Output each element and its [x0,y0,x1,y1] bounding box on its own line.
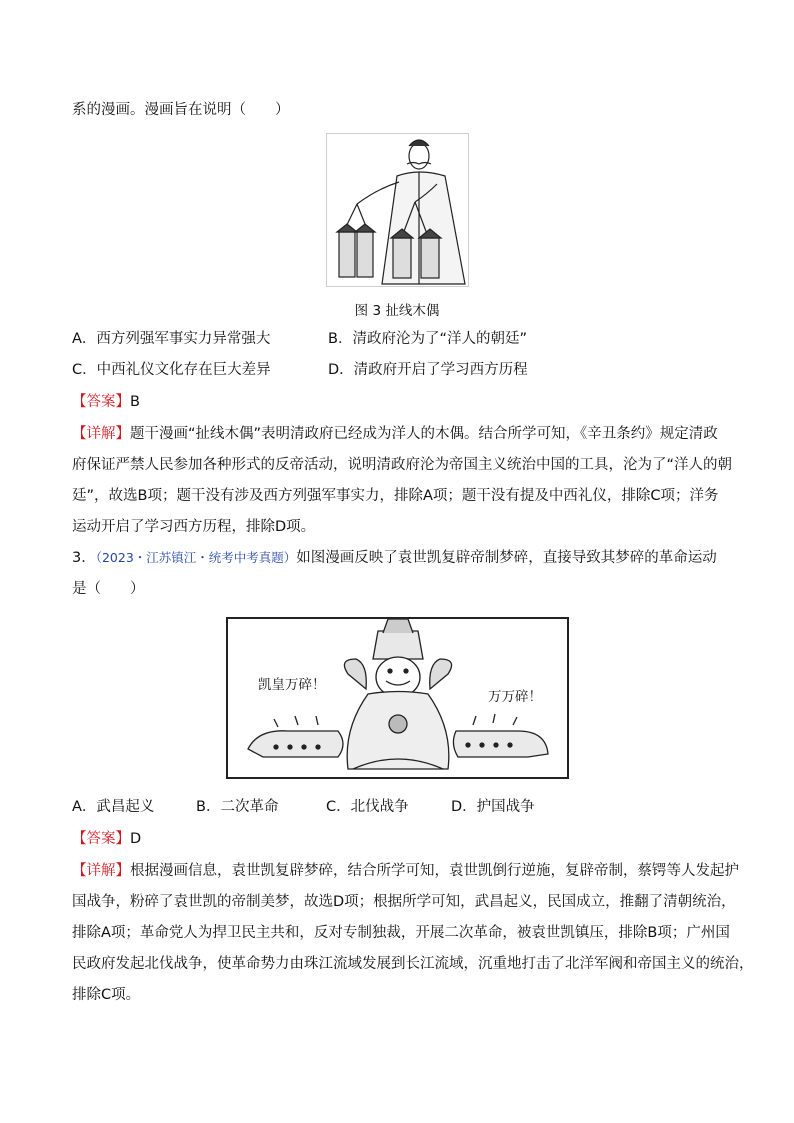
option-b: B．二次革命 [196,799,279,815]
question-number: 3． [72,550,96,566]
speech-bubble-left: 凯皇万碎！ [258,677,326,693]
explanation-line: 排除C项。 [72,987,141,1003]
answer-line [72,392,140,412]
answer-label: 【答案】 [72,831,130,847]
answer-label: 【答案】 [72,394,130,410]
question-3-stem [72,548,717,568]
explanation-label: 【详解】 [72,426,130,442]
answer-line [72,829,141,849]
option-b: B．清政府沦为了“洋人的朝廷” [328,331,527,347]
option-c: C．北伐战争 [326,799,409,815]
question-text: 如图漫画反映了袁世凯复辟帝制梦碎，直接导致其梦碎的革命运动 [296,550,717,566]
explanation-line: 廷”，故选B项；题干没有涉及西方列强军事实力，排除A项；题干没有提及中西礼仪，排除C项；洋务 [72,488,719,504]
speech-bubble-right: 万万碎！ [488,689,542,705]
explanation-line: 运动开启了学习西方历程，排除D项。 [72,519,316,535]
explanation-label: 【详解】 [72,863,130,879]
yuan-shikai-cartoon-image [226,617,569,779]
option-c: C．中西礼仪文化存在巨大差异 [72,362,271,378]
explanation-text: 根据漫画信息，袁世凯复辟梦碎，结合所学可知，袁世凯倒行逆施，复辟帝制，蔡锷等人发起护 [130,863,739,879]
explanation-line [72,861,739,881]
answer-value: B [130,394,140,410]
figure-caption: 图 3 扯线木偶 [354,303,440,319]
explanation-line: 民政府发起北伐战争，使革命势力由珠江流域发展到长江流域，沉重地打击了北洋军阀和帝国主义的统治， [72,956,754,972]
question-3-stem-line2: 是（ ） [72,581,145,597]
option-d: D．护国战争 [451,799,535,815]
explanation-line [72,424,718,444]
explanation-line: 国战争，粉碎了袁世凯的帝制美梦，故选D项；根据所学可知，武昌起义，民国成立，推翻了清朝统治， [72,894,736,910]
question-2-stem: 系的漫画。漫画旨在说明（ ） [72,102,290,118]
explanation-text: 题干漫画“扯线木偶”表明清政府已经成为洋人的木偶。结合所学可知，《辛丑条约》规定清政 [130,426,718,442]
puppet-cartoon-image [326,133,469,287]
question-source: （2023・江苏镇江・统考中考真题） [95,550,297,565]
option-d: D．清政府开启了学习西方历程 [328,362,528,378]
explanation-line: 排除A项；革命党人为捍卫民主共和，反对专制独裁，开展二次革命，被袁世凯镇压，排除B项；广州国 [72,925,730,941]
explanation-line: 府保证严禁人民参加各种形式的反帝活动，说明清政府沦为帝国主义统治中国的工具，沦为了“洋人的朝 [72,457,733,473]
answer-value: D [130,831,142,847]
option-a: A．西方列强军事实力异常强大 [72,331,271,347]
option-a: A．武昌起义 [72,799,155,815]
